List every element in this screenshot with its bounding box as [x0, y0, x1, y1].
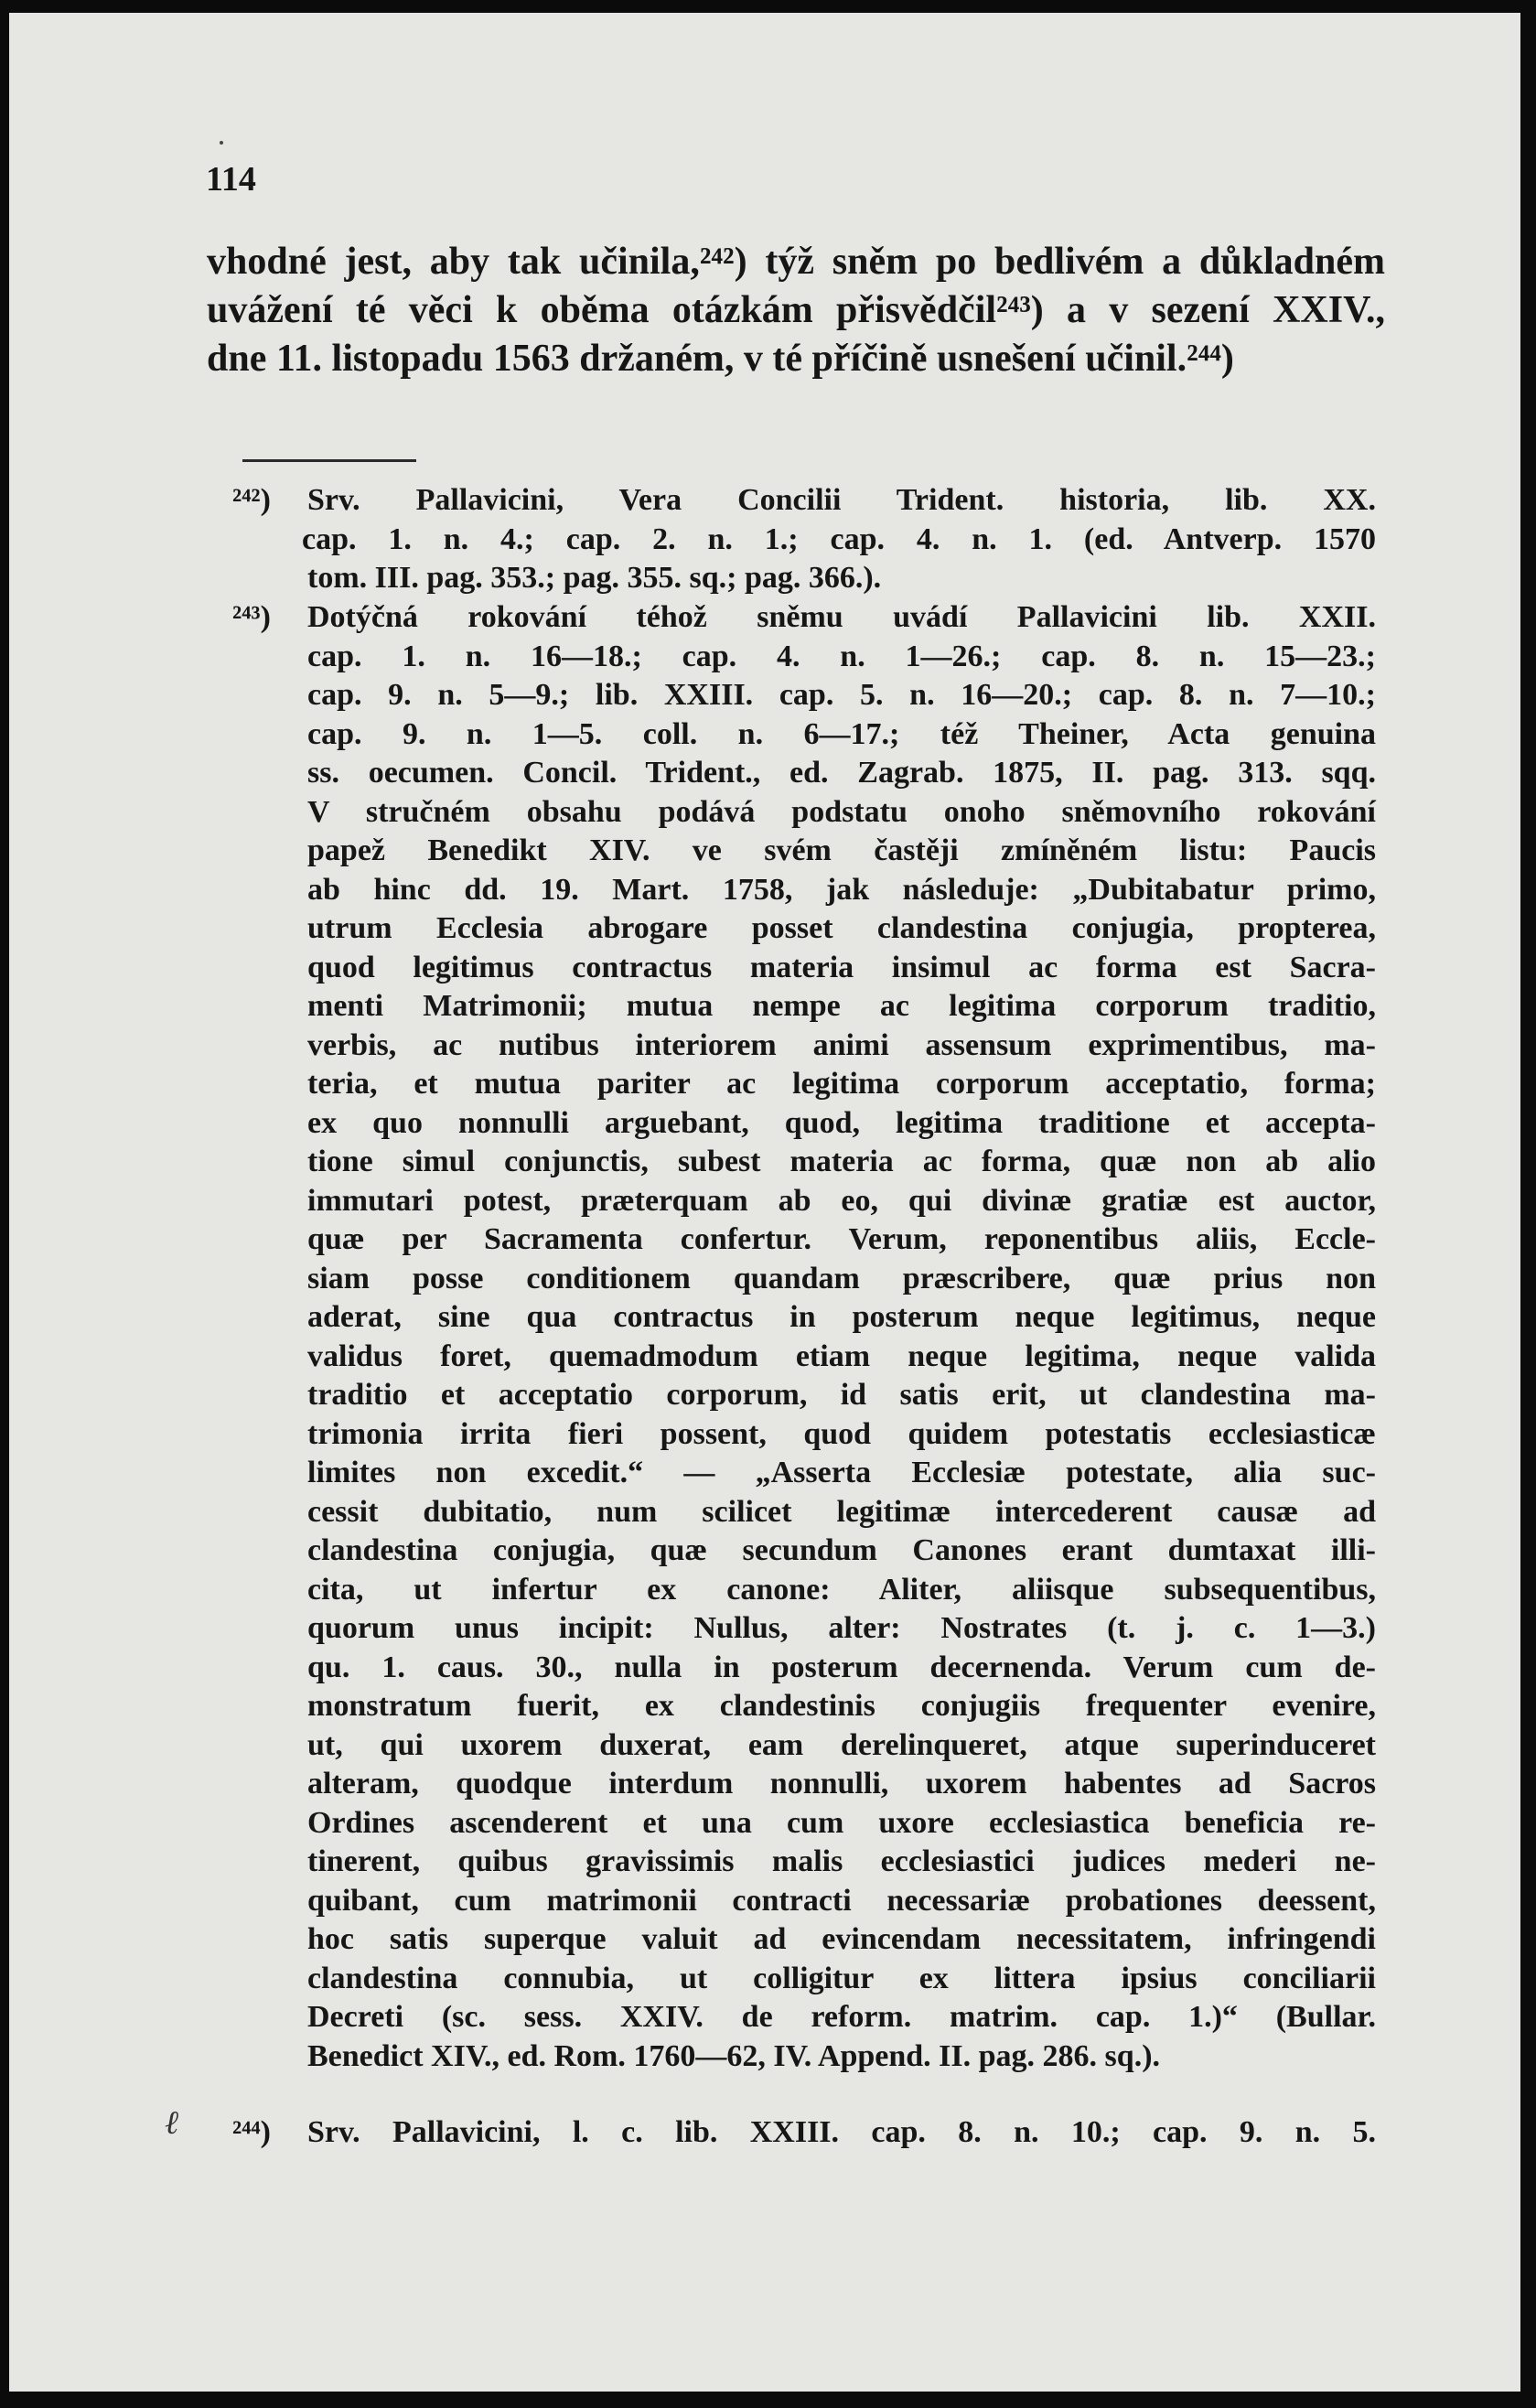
footnote-line: cap. 1. n. 4.; cap. 2. n. 1.; cap. 4. n. 1. (ed. Antverp. 1570 [302, 521, 1376, 556]
footnote-line: aderat, sine qua contractus in posterum neque legitimus, neque [307, 1300, 1376, 1334]
footnote-line: cessit dubitatio, num scilicet legitimæ intercederent causæ ad [307, 1494, 1376, 1529]
footnote-line: teria, et mutua pariter ac legitima corporum acceptatio, forma; [307, 1067, 1376, 1101]
footnote-mark: ²⁴²) [232, 483, 271, 517]
footnote-244 [232, 2113, 1376, 2153]
main-line: dne 11. listopadu 1563 držaném, v té příčině usnešení učinil.²⁴⁴) [207, 338, 1234, 380]
main-text [207, 238, 1385, 383]
footnote-line: Dotýčná rokování téhož sněmu uvádí Pallavicini lib. XXII. [307, 600, 1376, 634]
footnote-line: clandestina conjugia, quæ secundum Canones erant dumtaxat illi- [307, 1533, 1376, 1567]
ink-speck [220, 141, 223, 145]
footnote-line: utrum Ecclesia abrogare posset clandestina conjugia, propterea, [307, 911, 1376, 945]
footnote-line: cap. 9. n. 1—5. coll. n. 6—17.; též Theiner, Acta genuina [307, 716, 1376, 751]
footnote-line: quod legitimus contractus materia insimul ac forma est Sacra- [307, 950, 1376, 984]
footnote-line: ex quo nonnulli arguebant, quod, legitima traditione et acceptа- [307, 1105, 1376, 1140]
footnote-line: monstratum fuerit, ex clandestinis conjugiis frequenter evenire, [307, 1689, 1376, 1723]
book-page [9, 13, 1520, 2392]
footnote-line: Srv. Pallavicini, l. c. lib. XXIII. cap. 8. n. 10.; cap. 9. n. 5. [307, 2115, 1376, 2149]
footnote-line: ut, qui uxorem duxerat, eam derelinqueret, atque superinduceret [307, 1727, 1376, 1762]
footnote-line: Srv. Pallavicini, Vera Concilii Trident. historia, lib. XX. [307, 483, 1376, 517]
footnote-line: verbis, ac nutibus interiorem animi assensum exprimentibus, ma- [307, 1027, 1376, 1062]
footnote-line: quorum unus incipit: Nullus, alter: Nostrates (t. j. c. 1—3.) [307, 1611, 1376, 1645]
footnote-separator [242, 459, 416, 462]
footnote-line: tinerent, quibus gravissimis malis ecclesiastici judices mederi ne- [307, 1844, 1376, 1878]
footnote-line: alteram, quodque interdum nonnulli, uxorem habentes ad Sacros [307, 1767, 1376, 1801]
footnote-line: siam posse conditionem quandam præscribere, quæ prius non [307, 1261, 1376, 1295]
footnote-line: qu. 1. caus. 30., nulla in posterum decernenda. Verum cum de- [307, 1650, 1376, 1684]
footnote-line: trimonia irrita fieri possent, quod quidem potestatis ecclesiasticæ [307, 1416, 1376, 1451]
footnote-242 [232, 481, 1376, 598]
footnote-line: validus foret, quemadmodum etiam neque legitima, neque valida [307, 1338, 1376, 1373]
footnote-line: V stručném obsahu podává podstatu onoho sněmovního rokování [307, 794, 1376, 829]
footnote-line: Benedict XIV., ed. Rom. 1760—62, IV. Append. II. pag. 286. sq.). [307, 2038, 1161, 2073]
footnote-line: tom. III. pag. 353.; pag. 355. sq.; pag. 366.). [307, 561, 882, 595]
footnote-243 [232, 598, 1376, 2076]
main-line: uvážení té věci k oběma otázkám přisvědčil²⁴³) a v sezení XXIV., [207, 289, 1385, 331]
footnote-line: immutari potest, præterquam ab eo, qui divinæ gratiæ est auctor, [307, 1183, 1376, 1218]
footnote-line: clandestina connubia, ut colligitur ex littera ipsius conciliarii [307, 1961, 1376, 1995]
footnote-line: limites non excedit.“ — „Asserta Ecclesiæ potestate, alia suc- [307, 1456, 1376, 1489]
footnote-line: quibant, cum matrimonii contracti necessariæ probationes deessent, [307, 1883, 1376, 1918]
footnote-line: quæ per Sacramenta confertur. Verum, reponentibus aliis, Eccle- [307, 1222, 1376, 1256]
footnote-line: Ordines ascenderent et una cum uxore ecclesiastica beneficia re- [307, 1805, 1376, 1840]
footnote-line: ss. oecumen. Concil. Trident., ed. Zagrab. 1875, II. pag. 313. sqq. [307, 756, 1376, 790]
footnote-line: papež Benedikt XIV. ve svém častěji zmíněném listu: Paucis [307, 833, 1376, 867]
footnote-line: cap. 9. n. 5—9.; lib. XXIII. cap. 5. n. 16—20.; cap. 8. n. 7—10.; [307, 678, 1376, 712]
footnote-line: traditio et acceptatio corporum, id satis erit, ut clandestina ma- [307, 1378, 1376, 1412]
footnote-line: Decreti (sc. sess. XXIV. de reform. matrim. cap. 1.)“ (Bullar. [307, 2000, 1376, 2034]
footnote-line: cap. 1. n. 16—18.; cap. 4. n. 1—26.; cap. 8. n. 15—23.; [307, 639, 1376, 673]
margin-mark: ℓ [165, 2104, 178, 2141]
footnote-line: ab hinc dd. 19. Mart. 1758, jak následuje: „Dubitabatur primo, [307, 872, 1376, 907]
footnote-line: tione simul conjunctis, subest materia ac forma, quæ non ab alio [307, 1145, 1376, 1178]
page-number: 114 [206, 160, 256, 199]
footnote-line: cita, ut infertur ex canone: Aliter, aliisque subsequentibus, [307, 1572, 1376, 1607]
footnote-mark: ²⁴⁴) [232, 2115, 271, 2149]
footnote-line: menti Matrimonii; mutua nempe ac legitima corporum traditio, [307, 989, 1376, 1023]
footnote-mark: ²⁴³) [232, 600, 271, 634]
footnote-line: hoc satis superque valuit ad evincendam necessitatem, infringendi [307, 1922, 1376, 1956]
main-line: vhodné jest, aby tak učinila,²⁴²) týž sněm po bedlivém a důkladném [207, 241, 1385, 283]
